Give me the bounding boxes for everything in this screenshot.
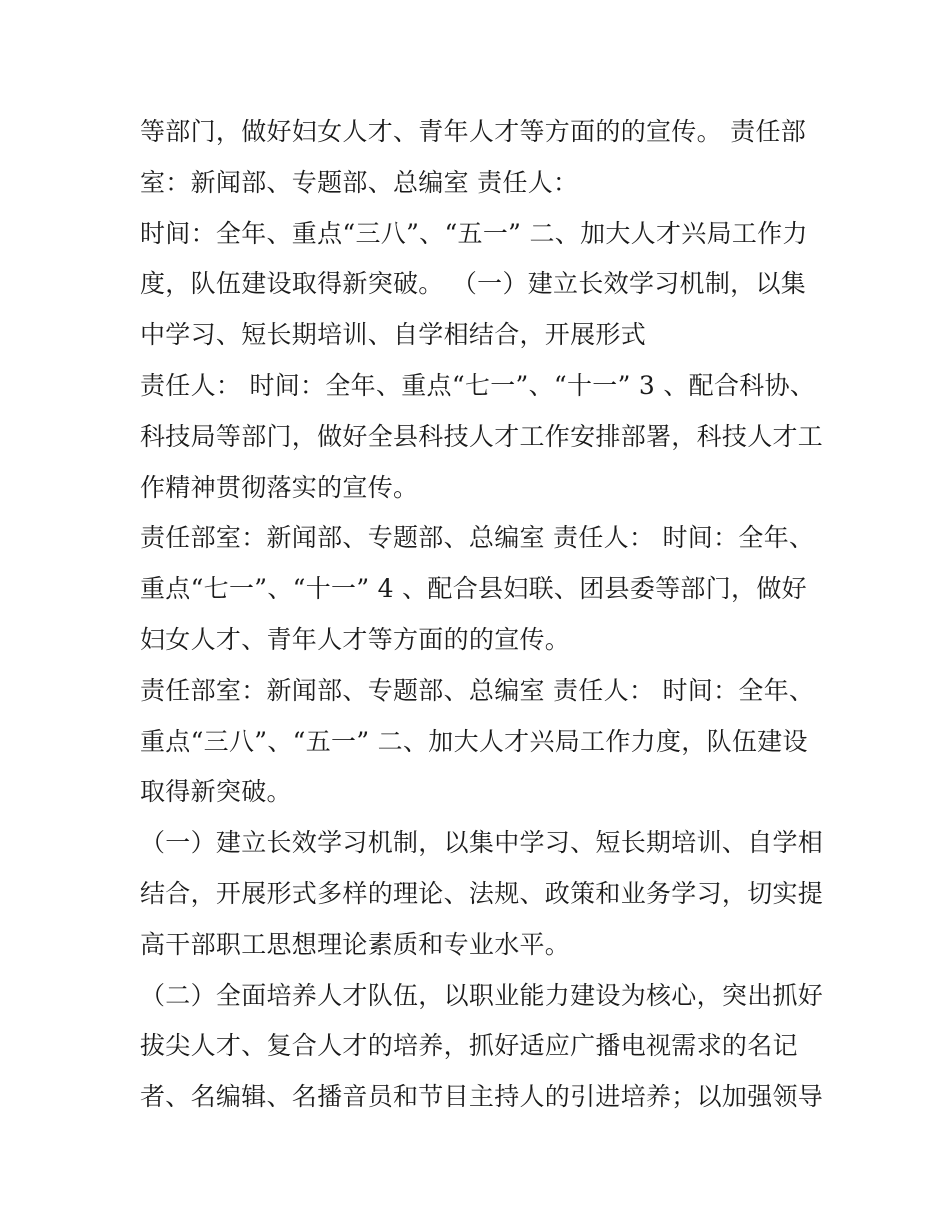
text-line: 责任部室：新闻部、专题部、总编室 责任人： 时间：全年、 — [140, 523, 815, 553]
text-line: 重点“七一”、“十一” 4 、配合县妇联、团县委等部门，做好 — [140, 574, 807, 604]
text-line: 时间：全年、重点“三八”、“五一” 二、加大人才兴局工作力 — [140, 218, 808, 248]
text-line: 责任部室：新闻部、专题部、总编室 责任人： 时间：全年、 — [140, 675, 815, 705]
text-line: 拔尖人才、复合人才的培养，抓好适应广播电视需求的名记 — [140, 1031, 798, 1061]
text-line: 责任人： 时间：全年、重点“七一”、“十一” 3 、配合科协、 — [140, 370, 816, 400]
text-line: 重点“三八”、“五一” 二、加大人才兴局工作力度，队伍建设 — [140, 726, 808, 756]
text-line: （一）建立长效学习机制，以集中学习、短长期培训、自学相 — [140, 828, 824, 858]
text-line: 结合，开展形式多样的理论、法规、政策和业务学习，切实提 — [140, 878, 824, 908]
text-line: 者、名编辑、名播音员和节目主持人的引进培养；以加强领导 — [140, 1082, 824, 1112]
text-line: 高干部职工思想理论素质和专业水平。 — [140, 929, 571, 959]
text-line: 度，队伍建设取得新突破。 （一）建立长效学习机制，以集 — [140, 269, 807, 299]
document-body — [140, 107, 824, 1123]
text-line: 室：新闻部、专题部、总编室 责任人： — [140, 167, 579, 197]
text-line: 取得新突破。 — [140, 777, 292, 807]
text-line: 中学习、短长期培训、自学相结合，开展形式 — [140, 320, 647, 350]
text-line: （二）全面培养人才队伍，以职业能力建设为核心，突出抓好 — [140, 980, 824, 1010]
text-line: 科技局等部门，做好全县科技人才工作安排部署，科技人才工 — [140, 421, 824, 451]
text-line: 妇女人才、青年人才等方面的的宣传。 — [140, 624, 571, 654]
text-line: 作精神贯彻落实的宣传。 — [140, 472, 419, 502]
text-line: 等部门，做好妇女人才、青年人才等方面的的宣传。 责任部 — [140, 117, 807, 146]
